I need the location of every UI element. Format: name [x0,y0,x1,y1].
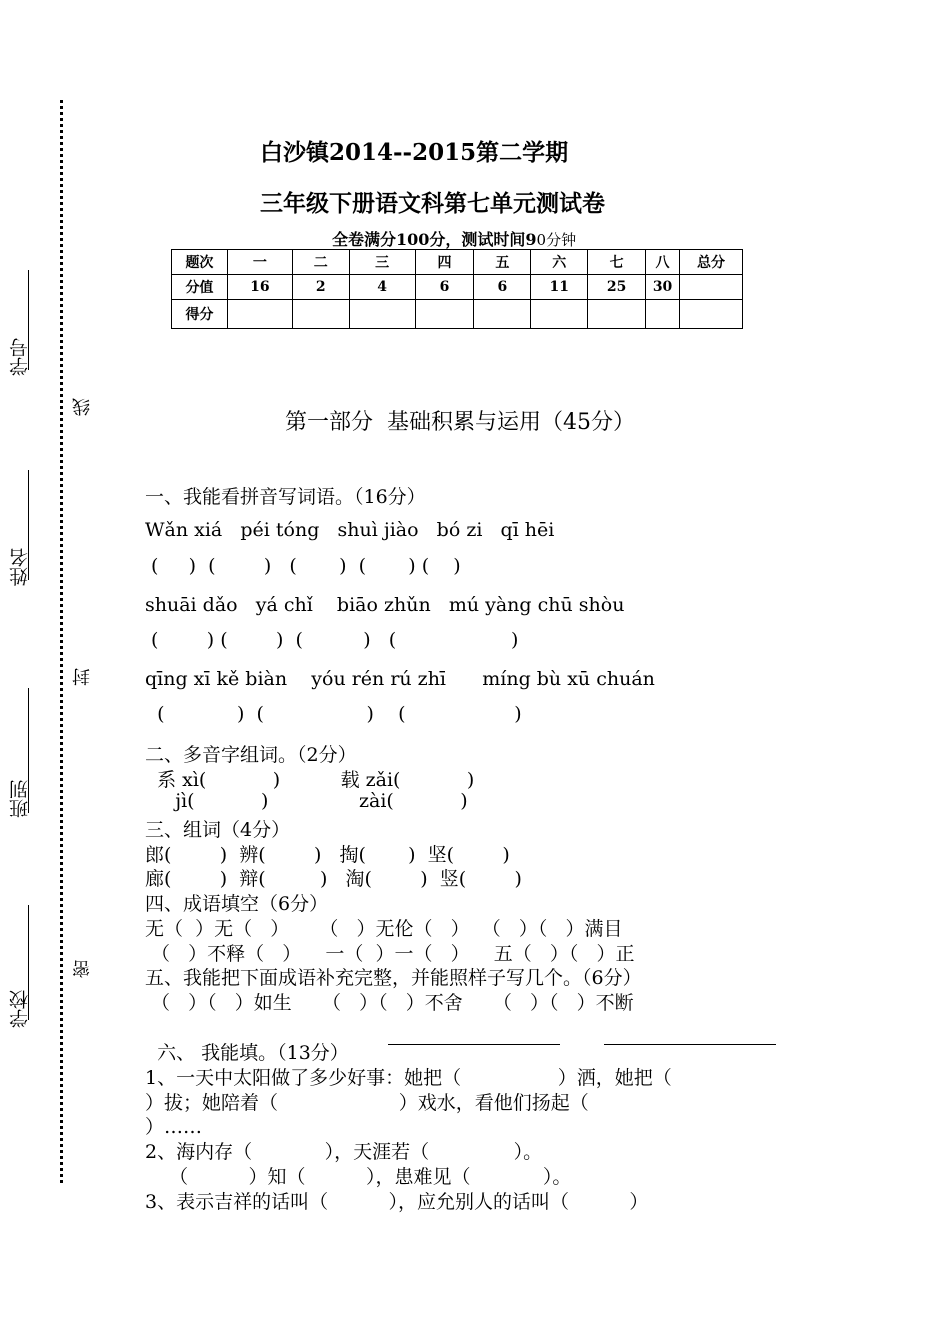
answer-blanks-row-1: ( ) ( ) ( ) ( ) ( ) [145,555,461,577]
points-label-cell: 分值 [172,275,228,300]
table-header-cell: 总分 [680,250,743,275]
word-group-row-1: 郎( ) 辨( ) 掏( ) 坚( ) [145,844,510,866]
score-entry-cell[interactable] [531,300,588,329]
fill-q1-line1: 1、一天中太阳做了多少好事：她把（ ）洒，她把（ [145,1067,672,1089]
subtitle-rest: 0分钟 [536,231,577,249]
fill-q2-line1: 2、海内存（ ），天涯若（ ）。 [145,1141,543,1163]
seal-char-xian: 线 [72,398,93,416]
points-cell: 6 [474,275,531,300]
name-blank [28,470,29,580]
points-cell: 30 [646,275,680,300]
table-header-cell: 八 [646,250,680,275]
points-cell: 25 [588,275,646,300]
score-label-cell: 得分 [172,300,228,329]
table-header-cell: 四 [415,250,474,275]
class-label: 班别 [9,780,31,818]
score-table-header-row [172,250,743,275]
section5-heading: 五、我能把下面成语补充完整，并能照样子写几个。（6分） [145,967,642,989]
score-table-points-row [172,275,743,300]
table-header-cell: 三 [349,250,415,275]
points-cell: 11 [531,275,588,300]
table-header-cell: 五 [474,250,531,275]
idiom-complete-row: （ ）（ ）如生 （ ）（ ）不舍 （ ）（ ）不断 [145,992,634,1014]
section1-heading: 一、我能看拼音写词语。（16分） [145,486,426,508]
fill-q1-line2: ）拔；她陪着（ ）戏水，看他们扬起（ [145,1092,589,1114]
score-entry-cell[interactable] [588,300,646,329]
word-group-row-2: 廊( ) 辩( ) 淘( ) 竖( ) [145,868,522,890]
seal-char-mi: 密 [72,960,93,978]
school-blank [28,905,29,1020]
table-header-cell: 题次 [172,250,228,275]
score-table [171,249,743,329]
table-header-cell: 一 [227,250,292,275]
idiom-row-1: 无（ ）无（ ） （ ）无伦（ ） （ ）（ ）满目 [145,918,623,940]
score-entry-cell[interactable] [474,300,531,329]
score-entry-cell[interactable] [227,300,292,329]
score-entry-cell[interactable] [415,300,474,329]
pinyin-row-3: qīng xī kě biàn yóu rén rú zhī míng bù xū chuán [145,668,655,690]
section2-heading: 二、多音字组词。（2分） [145,744,357,766]
section3-heading: 三、组词（4分） [145,819,291,841]
points-cell [680,275,743,300]
write-line [604,1044,776,1045]
table-header-cell: 二 [292,250,349,275]
polyphone-row-1: 系 xì( ) 载 zǎi( ) [145,769,475,791]
name-label: 姓名 [9,548,31,586]
pinyin-row-1: Wǎn xiá péi tóng shuì jiào bó zi qī hēi [145,519,555,541]
part1-heading: 第一部分 基础积累与运用（45分） [285,410,635,435]
class-blank [28,688,29,813]
exam-title-line1: 白沙镇2014--2015第二学期 [260,139,569,166]
section4-heading: 四、成语填空（6分） [145,893,329,915]
school-label: 学校 [9,990,31,1028]
answer-blanks-row-3: ( ) ( ) ( ) [145,703,522,725]
seal-char-feng: 封 [72,668,93,686]
binding-dotted-line [60,100,63,1183]
idiom-row-2: （ ）不释（ ） 一（ ）一（ ） 五（ ）（ ）正 [145,943,635,965]
score-table-score-row [172,300,743,329]
score-entry-cell[interactable] [292,300,349,329]
points-cell: 6 [415,275,474,300]
score-entry-cell[interactable] [646,300,680,329]
student-id-blank [28,270,29,370]
score-entry-cell[interactable] [680,300,743,329]
subtitle-bold: 全卷满分100分，测试时间9 [332,230,537,249]
points-cell: 2 [292,275,349,300]
fill-q1-line3: ）…… [145,1116,203,1138]
write-line [388,1044,560,1045]
exam-subtitle [332,227,576,250]
score-entry-cell[interactable] [349,300,415,329]
table-header-cell: 六 [531,250,588,275]
pinyin-row-2: shuāi dǎo yá chǐ biāo zhǔn mú yàng chū shòu [145,594,625,616]
fill-q2-line2: （ ）知（ ），患难见（ ）。 [145,1166,572,1188]
points-cell: 4 [349,275,415,300]
section6-heading: 六、 我能填。（13分） [145,1042,349,1064]
exam-title-line2: 三年级下册语文科第七单元测试卷 [260,190,605,217]
answer-blanks-row-2: ( ) ( ) ( ) ( ) [145,629,519,651]
table-header-cell: 七 [588,250,646,275]
points-cell: 16 [227,275,292,300]
polyphone-row-2: jì( ) zài( ) [145,790,468,812]
fill-q3: 3、表示吉祥的话叫（ ），应允别人的话叫（ ） [145,1191,649,1213]
student-id-label: 学号 [9,338,31,376]
